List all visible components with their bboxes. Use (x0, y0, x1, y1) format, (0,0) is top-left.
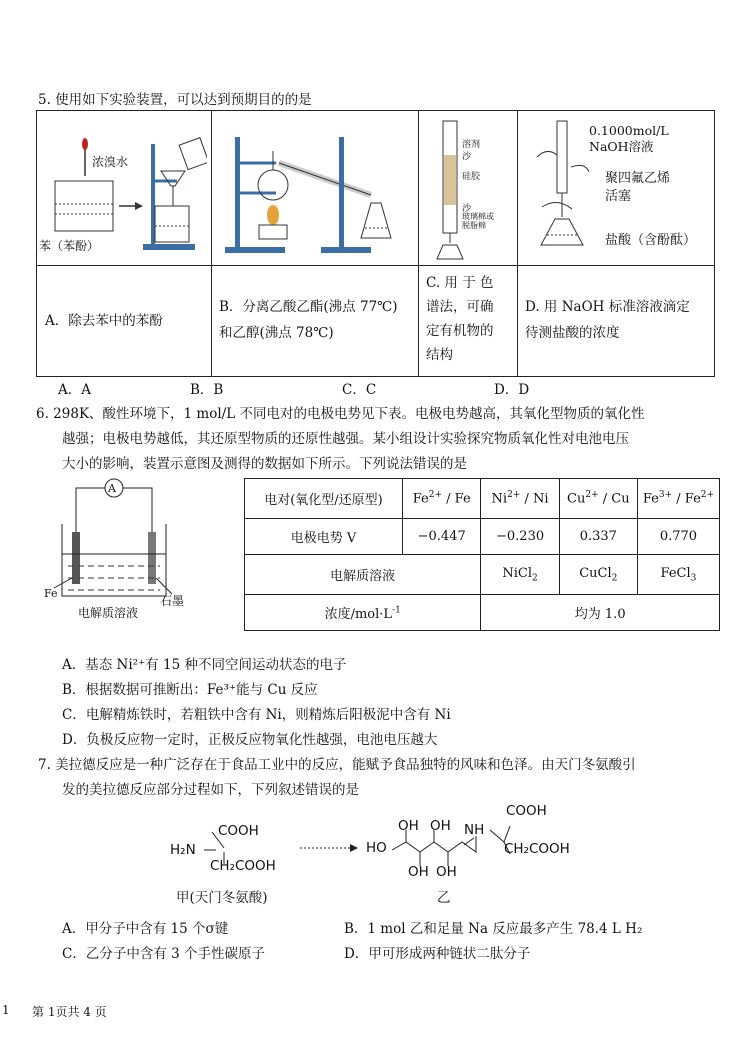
td-v4: 0.770 (637, 519, 719, 555)
yi-oh4: OH (436, 864, 457, 880)
q5-option-a: A．除去苯中的苯酚 (45, 313, 163, 329)
th-solution: 电解质溶液 (245, 555, 481, 595)
q6-option-b: B．根据数据可推断出：Fe³⁺能与 Cu 反应 (62, 682, 318, 698)
footer-left: 1 (2, 1003, 10, 1017)
q6-solution-label: 电解质溶液 (78, 606, 139, 620)
q5-option-c-line4: 结构 (426, 347, 453, 363)
fig-d-l4: 活塞 (605, 189, 632, 204)
q6-graphite-label: 石墨 (160, 594, 185, 608)
fig-c-l3: 硅胶 (462, 172, 481, 182)
q5-answer-b: B．B (190, 382, 224, 398)
td-s1: NiCl$_2$ (481, 555, 559, 595)
fig-c-l6: 脱脂棉 (462, 221, 486, 230)
q6-option-d: D．负极反应物一定时，正极反应物氧化性越强，电池电压越大 (62, 732, 438, 748)
q6-fe-label: Fe (44, 587, 58, 600)
yi-ho: HO (366, 840, 387, 856)
q5-stem: 5. 使用如下实验装置，可以达到预期目的的是 (38, 92, 312, 108)
td-v1: −0.447 (403, 519, 481, 555)
q5-option-b-line2: 和乙醇(沸点 78℃) (219, 325, 334, 341)
q7-stem-line1: 7. 美拉德反应是一种广泛存在于食品工业中的反应，能赋予食品独特的风味和色泽。由天门冬氨酸引 (38, 757, 636, 773)
q5-option-c-line1: C. 用 于 色 (426, 275, 494, 291)
td-s3: FeCl$_3$ (637, 555, 719, 595)
q5-option-c-line2: 谱法，可确 (426, 299, 494, 315)
td-v2: −0.230 (481, 519, 559, 555)
th-potential: 电极电势 V (245, 519, 403, 555)
q6-meter-label: A (108, 482, 116, 495)
yi-ch2cooh: CH₂COOH (504, 841, 570, 857)
td-conc: 均为 1.0 (481, 595, 720, 631)
fig-b-apparatus (221, 123, 413, 258)
fig-d-l2: NaOH溶液 (589, 139, 654, 154)
jia-cooh: COOH (218, 823, 259, 839)
yi-nh: NH (464, 822, 485, 838)
td-s2: CuCl$_2$ (559, 555, 637, 595)
q5-option-c-line3: 定有机物的 (426, 323, 494, 339)
th-pair: 电对(氧化型/还原型) (245, 479, 403, 519)
yi-cooh: COOH (506, 803, 547, 819)
fig-d-l3: 聚四氟乙烯 (605, 171, 671, 186)
q7-option-b: B．1 mol 乙和足量 Na 反应最多产生 78.4 L H₂ (344, 921, 643, 937)
td-pair-ni2: $Ni^{2+}$ / Ni (481, 479, 559, 519)
q6-potential-table (244, 478, 720, 631)
q7-stem-line2: 发的美拉德反应部分过程如下，下列叙述错误的是 (62, 782, 359, 798)
jia-ch2cooh: CH₂COOH (210, 858, 276, 874)
q7-option-a: A．甲分子中含有 15 个σ键 (62, 921, 229, 937)
q5-answer-d: D．D (494, 382, 530, 398)
q5-answer-c: C．C (342, 382, 377, 398)
yi-name: 乙 (437, 890, 451, 906)
th-conc: 浓度$/mol\cdot L^{-1}$ (245, 595, 481, 631)
td-pair-fe2: $Fe^{2+}$ / Fe (403, 479, 481, 519)
q5-answer-a: A．A (58, 382, 91, 398)
q6-stem-line2: 越强；电极电势越低，其还原型物质的还原性越强。某小组设计实验探究物质氧化性对电池电压 (62, 431, 629, 447)
fig-d-l1: 0.1000mol/L (589, 123, 669, 138)
q5-option-b-line1: B．分离乙酸乙酯(沸点 77℃) (219, 299, 398, 315)
q6-option-a: A．基态 Ni²⁺有 15 种不同空间运动状态的电子 (62, 657, 347, 673)
td-pair-cu2: $Cu^{2+}$ / Cu (559, 479, 637, 519)
footer-page-number: 第 1页共 4 页 (32, 1005, 107, 1019)
q6-stem-line3: 大小的影响，装置示意图及测得的数据如下所示。下列说法错误的是 (62, 456, 467, 472)
yi-oh1: OH (398, 818, 419, 834)
fig-c-l4: 沙 (462, 204, 472, 214)
td-pair-fe3: $Fe^{3+} / Fe^{2+}$ (637, 479, 719, 519)
td-v3: 0.337 (559, 519, 637, 555)
yi-oh2: OH (430, 818, 451, 834)
fig-d-l5: 盐酸（含酚酞） (605, 233, 697, 248)
fig-c-l1: 溶剂 (462, 140, 481, 150)
jia-name: 甲(天门冬氨酸) (176, 890, 268, 906)
q6-stem-line1: 6. 298K、酸性环境下，1 mol/L 不同电对的电极电势见下表。电极电势越高，其氧化型物质的氧化性 (36, 406, 645, 422)
fig-c-l5: 玻璃棉或 (462, 212, 494, 221)
yi-oh3: OH (408, 864, 429, 880)
fig-c-l2: 沙 (462, 152, 472, 162)
q5-table (36, 110, 715, 377)
jia-h2n: H₂N (170, 842, 196, 858)
q5-option-d-line2: 待测盐酸的浓度 (525, 325, 620, 341)
q7-option-c: C．乙分子中含有 3 个手性碳原子 (62, 946, 266, 962)
fig-d-apparatus (527, 117, 597, 257)
q6-option-c: C．电解精炼铁时，若粗铁中含有 Ni，则精炼后阳极泥中含有 Ni (62, 707, 451, 723)
q7-option-d: D．甲可形成两种链状二肽分子 (344, 946, 531, 962)
reaction-arrow-icon (298, 842, 362, 854)
fig-a-label1: 浓溴水 (92, 155, 129, 169)
fig-a-label2: 苯（苯酚） (39, 239, 100, 253)
q5-option-d-line1: D. 用 NaOH 标准溶液滴定 (525, 299, 690, 315)
